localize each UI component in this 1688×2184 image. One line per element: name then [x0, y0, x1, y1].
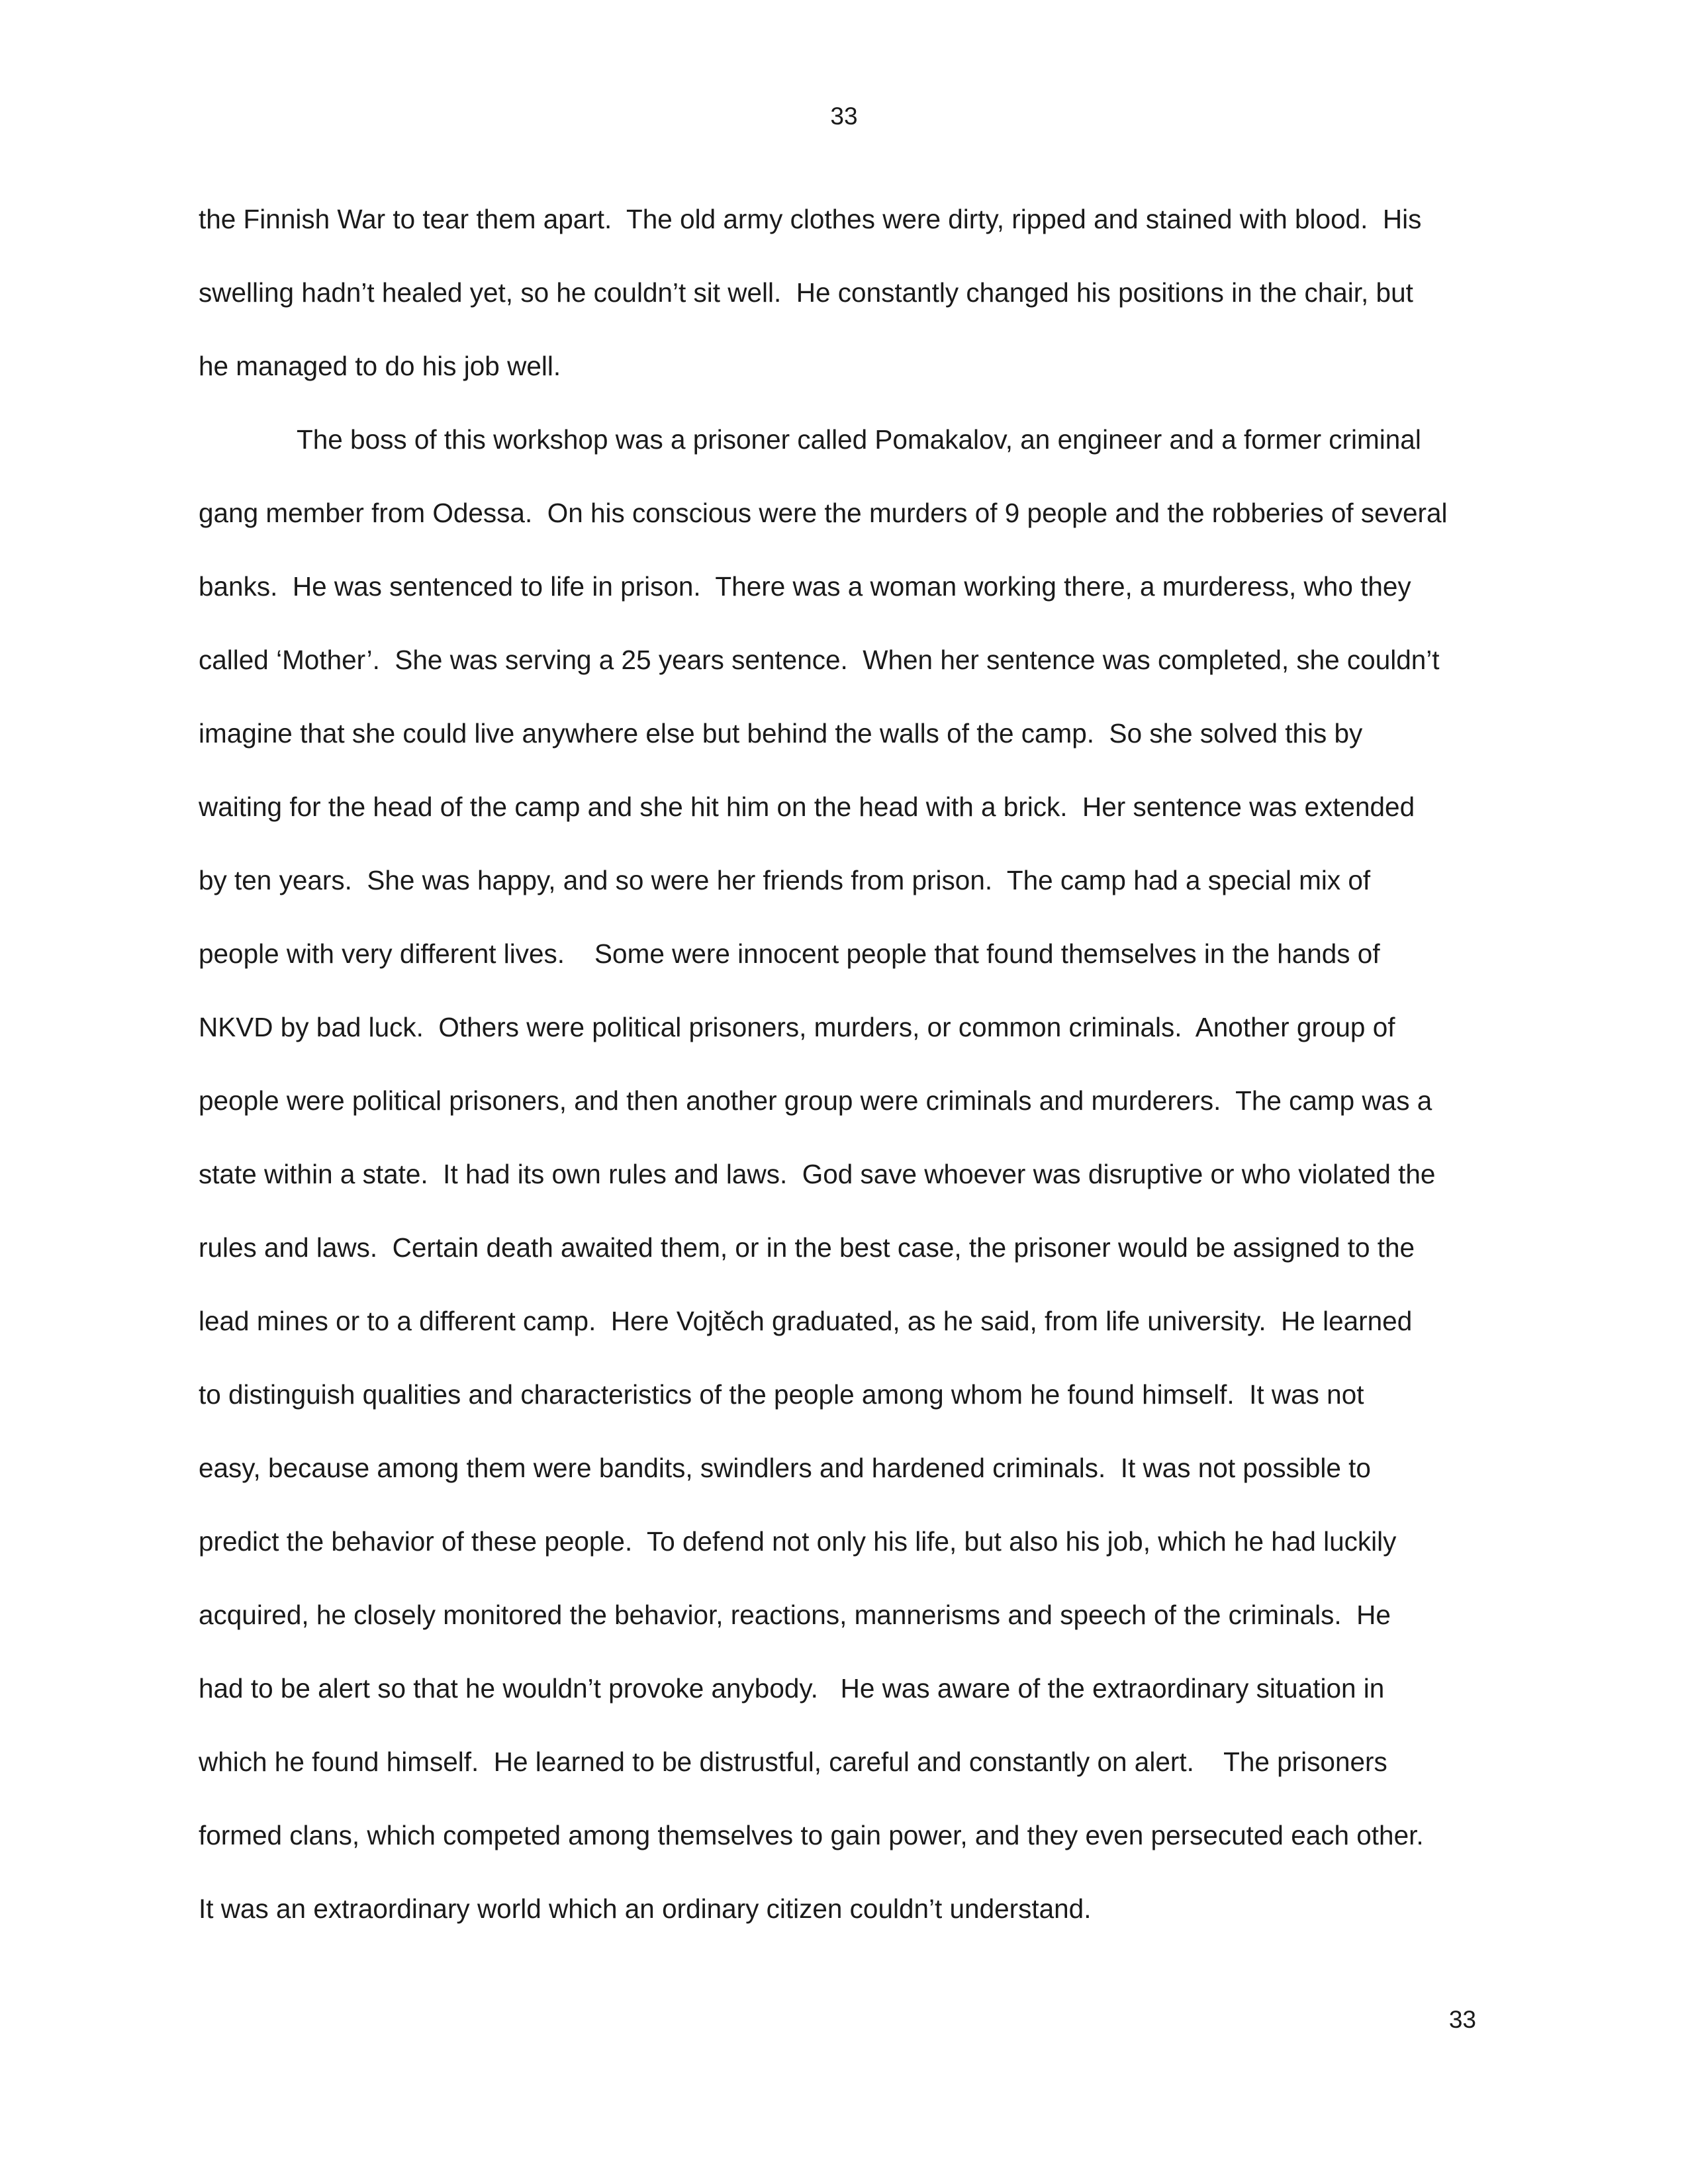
text-line-9: waiting for the head of the camp and she hit him on the head with a brick. Her sentence was extended — [199, 792, 1415, 822]
text-line-20: acquired, he closely monitored the behavior, reactions, mannerisms and speech of the criminals. He — [199, 1600, 1391, 1630]
body-text — [199, 199, 1496, 1962]
text-line-12: NKVD by bad luck. Others were political prisoners, murders, or common criminals. Another group of — [199, 1012, 1395, 1042]
text-line-24: It was an extraordinary world which an ordinary citizen couldn’t understand. — [199, 1893, 1092, 1924]
text-line-17: to distinguish qualities and characteristics of the people among whom he found himself. It was not — [199, 1379, 1364, 1410]
text-line-18: easy, because among them were bandits, swindlers and hardened criminals. It was not possible to — [199, 1453, 1371, 1483]
text-line-23: formed clans, which competed among themselves to gain power, and they even persecuted each other. — [199, 1820, 1424, 1850]
page-number-top: 33 — [830, 103, 858, 130]
text-line-13: people were political prisoners, and then another group were criminals and murderers. The camp was a — [199, 1085, 1432, 1116]
text-line-8: imagine that she could live anywhere else but behind the walls of the camp. So she solved this by — [199, 718, 1363, 749]
text-line-16: lead mines or to a different camp. Here Vojtěch graduated, as he said, from life university. He learned — [199, 1306, 1413, 1336]
text-line-3: he managed to do his job well. — [199, 351, 561, 381]
text-line-11: people with very different lives. Some were innocent people that found themselves in the hands of — [199, 938, 1380, 969]
text-line-10: by ten years. She was happy, and so were her friends from prison. The camp had a special mix of — [199, 865, 1371, 895]
text-line-5: gang member from Odessa. On his conscious were the murders of 9 people and the robberies of several — [199, 498, 1448, 528]
text-line-19: predict the behavior of these people. To defend not only his life, but also his job, which he had luckily — [199, 1526, 1397, 1557]
text-line-14: state within a state. It had its own rules and laws. God save whoever was disruptive or who violated the — [199, 1159, 1436, 1189]
text-line-4: The boss of this workshop was a prisoner called Pomakalov, an engineer and a former criminal — [297, 424, 1421, 455]
text-line-6: banks. He was sentenced to life in prison. There was a woman working there, a murderess, who they — [199, 571, 1411, 602]
page-number-bottom: 33 — [1448, 2006, 1476, 2033]
text-line-1: the Finnish War to tear them apart. The old army clothes were dirty, ripped and stained with blood. His — [199, 204, 1422, 234]
text-line-7: called ‘Mother’. She was serving a 25 years sentence. When her sentence was completed, she couldn’t — [199, 645, 1440, 675]
text-line-21: had to be alert so that he wouldn’t provoke anybody. He was aware of the extraordinary situation in — [199, 1673, 1385, 1704]
text-line-15: rules and laws. Certain death awaited them, or in the best case, the prisoner would be assigned to the — [199, 1232, 1415, 1263]
text-line-22: which he found himself. He learned to be distrustful, careful and constantly on alert. The prisoners — [199, 1747, 1387, 1777]
text-line-2: swelling hadn’t healed yet, so he couldn’t sit well. He constantly changed his positions in the chair, but — [199, 277, 1413, 308]
